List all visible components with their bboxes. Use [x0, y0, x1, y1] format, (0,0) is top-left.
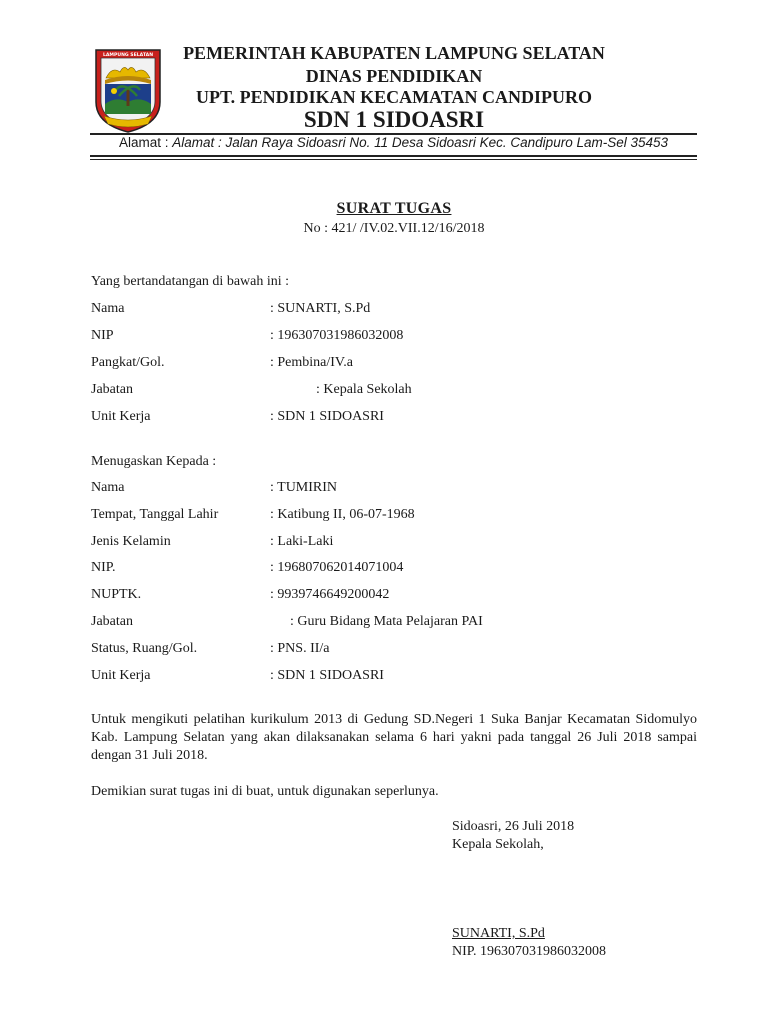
assignee-label: Status, Ruang/Gol.	[91, 641, 198, 656]
assignee-label: NUPTK.	[91, 587, 142, 602]
school-address	[90, 135, 697, 150]
signature-position: Kepala Sekolah,	[452, 837, 544, 852]
signer-value: : Pembina/IV.a	[270, 355, 353, 370]
letterhead-school: SDN 1 SIDOASRI	[303, 107, 485, 132]
assignee-value: : Laki-Laki	[270, 534, 334, 549]
letterhead-department: DINAS PENDIDIKAN	[305, 66, 483, 86]
letterhead-divider-bottom-thick	[90, 155, 697, 157]
document-title: SURAT TUGAS	[336, 200, 452, 217]
signer-intro: Yang bertandatangan di bawah ini :	[91, 274, 290, 289]
signer-label: Unit Kerja	[91, 409, 151, 424]
signer-value: : SUNARTI, S.Pd	[270, 301, 371, 316]
closing-sentence: Demikian surat tugas ini di buat, untuk digunakan seperlunya.	[91, 784, 439, 799]
signer-value: : 196307031986032008	[270, 328, 404, 343]
letterhead-unit: UPT. PENDIDIKAN KECAMATAN CANDIPURO	[196, 87, 592, 107]
assignee-value: : TUMIRIN	[270, 480, 338, 495]
signer-label: NIP	[91, 328, 114, 343]
signer-label: Pangkat/Gol.	[91, 355, 165, 370]
assignee-value: : PNS. II/a	[270, 641, 330, 656]
signature-nip: NIP. 196307031986032008	[452, 944, 607, 959]
signer-label: Jabatan	[91, 382, 133, 397]
signature-name: SUNARTI, S.Pd	[452, 926, 545, 941]
assignee-value: : SDN 1 SIDOASRI	[270, 668, 384, 683]
assignee-value: : Guru Bidang Mata Pelajaran PAI	[290, 614, 483, 629]
address-label: Alamat :	[118, 135, 173, 150]
assignee-value: : Katibung II, 06-07-1968	[270, 507, 415, 522]
address-text: Alamat : Jalan Raya Sidoasri No. 11 Desa Sidoasri Kec. Candipuro Lam-Sel 35453	[172, 135, 669, 150]
logo-lettering: LAMPUNG SELATAN	[102, 53, 154, 58]
assignee-label: Unit Kerja	[91, 668, 151, 683]
assignee-intro: Menugaskan Kepada :	[91, 454, 217, 469]
assignment-purpose-paragraph: Untuk mengikuti pelatihan kurikulum 2013 di Gedung SD.Negeri 1 Suka Banjar Kecamatan Sidomulyo Kab. Lampung Selatan yang akan dilaksanakan selama 6 hari yakni pada tanggal 26 Juli 2018 sampai dengan 31 Juli 2018.	[91, 712, 697, 763]
signer-label: Nama	[91, 301, 125, 316]
assignee-label: Jabatan	[91, 614, 133, 629]
signer-value: : Kepala Sekolah	[316, 382, 412, 397]
signer-value: : SDN 1 SIDOASRI	[270, 409, 384, 424]
letterhead-government: PEMERINTAH KABUPATEN LAMPUNG SELATAN	[183, 43, 605, 63]
signature-place-date: Sidoasri, 26 Juli 2018	[452, 819, 575, 834]
assignee-label: NIP.	[91, 560, 116, 575]
letterhead-divider-bottom-thin	[90, 159, 697, 160]
assignee-label: Tempat, Tanggal Lahir	[91, 507, 219, 522]
assignee-value: : 9939746649200042	[270, 587, 390, 602]
document-number: No : 421/ /IV.02.VII.12/16/2018	[303, 221, 485, 236]
assignee-value: : 196807062014071004	[270, 560, 404, 575]
assignee-label: Nama	[91, 480, 125, 495]
assignee-label: Jenis Kelamin	[91, 534, 171, 549]
